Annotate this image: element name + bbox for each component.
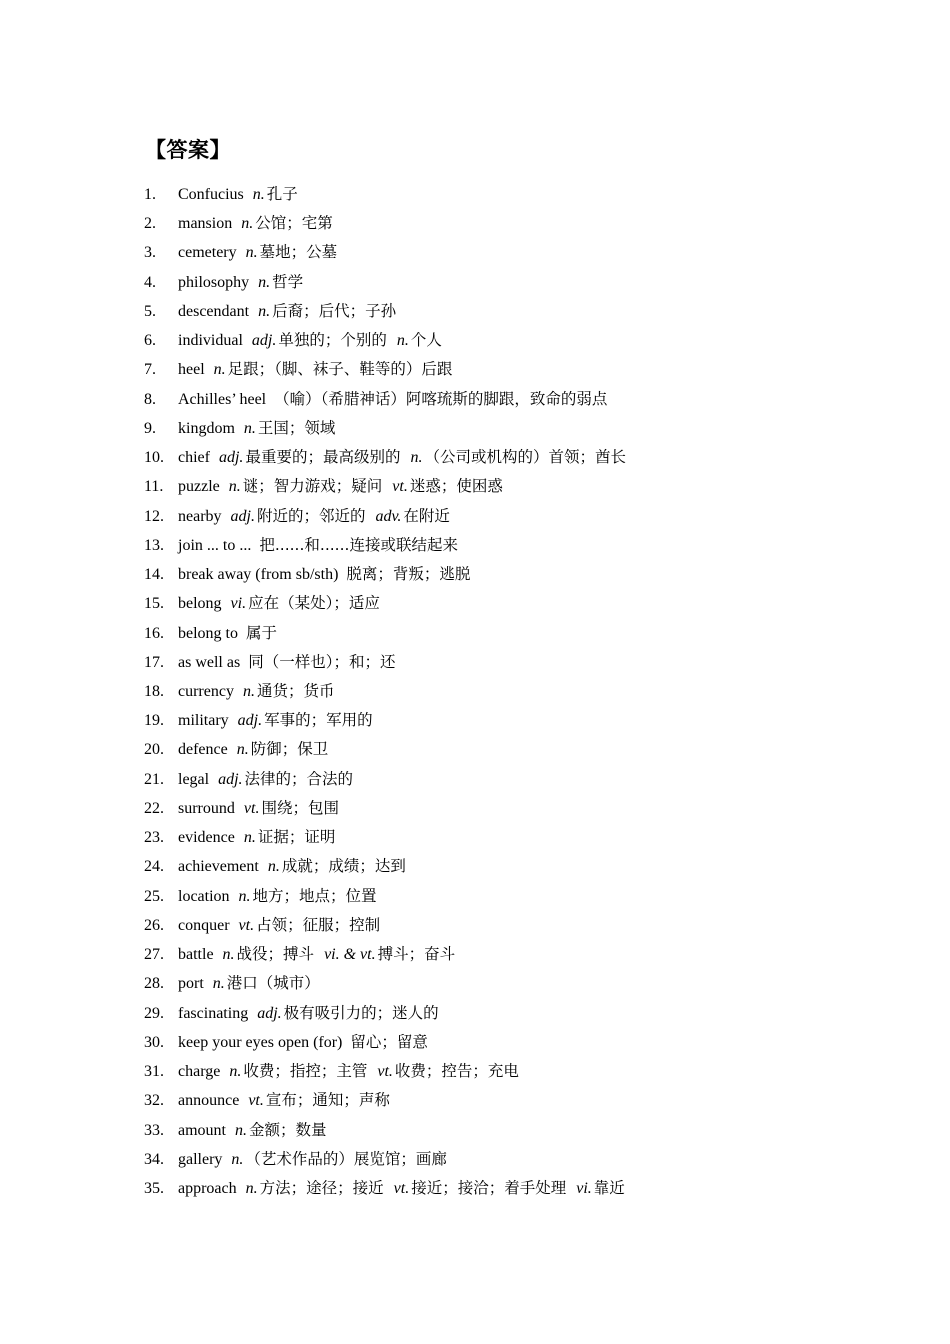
item-number: 2. [144,215,156,233]
vocab-word: approach [178,1179,237,1197]
chinese-meaning: 最重要的；最高级别的 [245,448,401,467]
item-number: 24. [144,858,164,876]
part-of-speech: n. [236,741,249,759]
part-of-speech: n. [258,273,271,291]
list-item [144,619,626,648]
list-item [144,794,626,823]
list-item [144,999,626,1028]
item-number: 25. [144,887,164,905]
chinese-meaning: 留心；留意 [350,1032,428,1051]
vocab-word: philosophy [178,273,250,291]
list-item [144,326,626,355]
item-number: 7. [144,361,156,379]
part-of-speech: adj. [251,332,277,350]
item-number: 22. [144,799,164,817]
part-of-speech: adj. [218,449,244,467]
vocab-word: gallery [178,1150,223,1168]
item-number: 9. [144,419,156,437]
item-number: 11. [144,478,164,496]
list-item [144,882,626,911]
chinese-meaning: 证据；证明 [257,828,336,847]
list-item [144,502,626,531]
part-of-speech: n. [243,829,256,847]
item-number: 21. [144,770,164,788]
chinese-meaning: 把......和......连接或联结起来 [259,535,458,554]
list-item [144,297,626,326]
list-item [144,238,626,267]
list-item [144,180,626,209]
item-number: 18. [144,682,164,700]
list-item [144,677,626,706]
chinese-meaning: 战役；搏斗 [236,945,315,964]
vocab-word: descendant [178,302,250,320]
chinese-meaning: 占领；征服；控制 [256,915,381,934]
chinese-meaning: 防御；保卫 [250,740,329,759]
vocab-word: surround [178,799,235,817]
chinese-meaning: 属于 [246,623,278,642]
part-of-speech: n. [229,1063,242,1081]
chinese-meaning: 搏斗；奋斗 [377,945,456,964]
chinese-meaning: 港口（城市） [226,974,320,993]
part-of-speech: adj. [237,712,263,730]
item-number: 15. [144,595,164,613]
item-number: 8. [144,390,156,408]
list-item [144,1116,626,1145]
chinese-meaning: 金额；数量 [249,1120,327,1139]
vocab-word: evidence [178,829,235,847]
list-item [144,531,626,560]
part-of-speech: n. [228,478,241,496]
item-number: 10. [144,449,164,467]
item-number: 14. [144,566,164,584]
vocab-word: mansion [178,215,233,233]
chinese-meaning: 后裔；后代；子孙 [272,301,397,320]
item-number: 6. [144,332,156,350]
part-of-speech: vt. [392,478,408,496]
chinese-meaning: 军事的；军用的 [264,711,373,730]
part-of-speech: n. [235,1121,247,1139]
vocab-word: kingdom [178,419,235,437]
item-number: 5. [144,302,156,320]
list-item [144,268,626,297]
item-number: 13. [144,536,164,554]
chinese-meaning: 极有吸引力的；迷人的 [283,1003,439,1022]
item-number: 20. [144,741,164,759]
item-number: 4. [144,273,156,291]
item-number: 30. [144,1033,164,1051]
part-of-speech: n. [241,215,254,233]
vocab-word: puzzle [178,478,220,496]
chinese-meaning: 脱离；背叛；逃脱 [346,565,471,584]
vocab-word: amount [178,1121,226,1139]
chinese-meaning: 方法；途径；接近 [259,1178,384,1197]
part-of-speech: adv. [375,507,402,525]
vocab-word: cemetery [178,244,237,262]
vocab-word: heel [178,361,205,379]
chinese-meaning: 地方；地点；位置 [252,886,377,905]
part-of-speech: adj. [218,770,243,788]
vocab-word: nearby [178,507,222,525]
list-item [144,852,626,881]
part-of-speech: n. [245,1179,258,1197]
item-number: 1. [144,186,156,203]
list-item [144,355,626,384]
part-of-speech: n. [242,682,255,700]
list-item [144,1028,626,1057]
vocab-word: defence [178,741,228,759]
vocab-word: belong to [178,624,238,642]
vocab-word: achievement [178,858,259,876]
vocab-word: break away (from sb/sth) [178,566,339,584]
item-number: 23. [144,829,164,847]
list-item [144,209,626,238]
chinese-meaning: 围绕；包围 [261,798,339,817]
part-of-speech: n. [222,946,235,964]
chinese-meaning: 通货；货币 [256,681,335,700]
list-item [144,706,626,735]
chinese-meaning: （公司或机构的）首领；酋长 [424,448,626,467]
list-item [144,765,626,794]
vocab-word: Confucius [178,186,244,203]
vocab-word: location [178,887,230,905]
vocab-word: join ... to ... [178,536,252,554]
answer-heading: 【答案】 [145,138,231,162]
vocab-word: charge [178,1063,221,1081]
list-item [144,560,626,589]
chinese-meaning: 收费；指控；主管 [243,1062,368,1081]
part-of-speech: n. [231,1150,244,1168]
chinese-meaning: 靠近 [593,1178,625,1197]
chinese-meaning: 谜；智力游戏；疑问 [242,477,383,496]
chinese-meaning: 在附近 [403,506,450,525]
part-of-speech: n. [243,419,256,437]
list-item [144,911,626,940]
item-number: 27. [144,946,164,964]
list-item [144,648,626,677]
vocab-word: conquer [178,916,230,934]
vocab-word: port [178,975,204,993]
chinese-meaning: 孔子 [266,185,298,203]
item-number: 33. [144,1121,164,1139]
item-number: 26. [144,916,164,934]
chinese-meaning: 哲学 [272,272,304,291]
list-item [144,385,626,414]
vocab-word: battle [178,946,214,964]
list-item [144,443,626,472]
part-of-speech: n. [212,975,225,993]
vocab-word: Achilles’ heel [178,390,267,408]
item-number: 31. [144,1063,164,1081]
part-of-speech: vt. [238,916,255,934]
vocab-word: chief [178,449,210,467]
item-number: 29. [144,1004,164,1022]
item-number: 19. [144,712,164,730]
part-of-speech: n. [267,858,280,876]
chinese-meaning: 迷惑；使困惑 [409,477,503,496]
part-of-speech: n. [245,244,258,262]
vocab-word: military [178,712,229,730]
vocab-word: fascinating [178,1004,249,1022]
part-of-speech: n. [396,332,409,350]
chinese-meaning: 同（一样也）；和；还 [248,652,396,671]
vocab-word: as well as [178,653,241,671]
vocab-word: belong [178,595,222,613]
vocab-word: currency [178,682,234,700]
chinese-meaning: （喻）（希腊神话）阿喀琉斯的脚跟，致命的弱点 [274,389,608,408]
part-of-speech: vt. [243,799,260,817]
chinese-meaning: 成就；成绩；达到 [281,857,406,876]
chinese-meaning: 附近的；邻近的 [256,506,366,525]
chinese-meaning: 宣布；通知；声称 [265,1091,390,1110]
part-of-speech: vt. [393,1179,410,1197]
chinese-meaning: 单独的；个别的 [278,331,387,350]
chinese-meaning: 接近；接洽；着手处理 [411,1178,567,1197]
part-of-speech: n. [258,302,271,320]
list-item [144,1145,626,1174]
vocab-word: announce [178,1092,240,1110]
list-item [144,1174,626,1203]
list-item [144,823,626,852]
vocab-word: legal [178,770,210,788]
item-number: 34. [144,1150,164,1168]
chinese-meaning: 足跟；（脚、袜子、鞋等的）后跟 [227,360,453,379]
part-of-speech: n. [410,449,423,467]
part-of-speech: n. [238,887,251,905]
vocab-word: keep your eyes open (for) [178,1033,343,1051]
item-number: 28. [144,975,164,993]
item-number: 3. [144,244,156,262]
part-of-speech: vi. [230,595,247,613]
chinese-meaning: （艺术作品的）展览馆；画廊 [245,1149,447,1168]
part-of-speech: vt. [248,1092,264,1110]
list-item [144,735,626,764]
part-of-speech: vi. & vt. [324,946,376,964]
part-of-speech: vt. [377,1063,393,1081]
chinese-meaning: 应在（某处）；适应 [248,594,380,613]
list-item [144,940,626,969]
chinese-meaning: 个人 [410,331,442,350]
list-item [144,1057,626,1086]
part-of-speech: n. [213,361,226,379]
vocab-word: individual [178,332,243,350]
item-number: 32. [144,1092,164,1110]
list-item [144,589,626,618]
list-item [144,472,626,501]
chinese-meaning: 王国；领域 [257,418,336,437]
part-of-speech: adj. [230,507,255,525]
chinese-meaning: 收费；控告；充电 [394,1062,519,1081]
part-of-speech: vi. [576,1179,592,1197]
chinese-meaning: 墓地；公墓 [259,243,338,262]
list-item [144,969,626,998]
vocabulary-answer-list [144,180,626,1203]
list-item [144,1086,626,1115]
part-of-speech: adj. [257,1004,282,1022]
list-item [144,414,626,443]
chinese-meaning: 公馆；宅第 [255,214,333,233]
item-number: 12. [144,507,164,525]
item-number: 17. [144,653,164,671]
item-number: 16. [144,624,164,642]
part-of-speech: n. [252,186,265,203]
item-number: 35. [144,1179,164,1197]
chinese-meaning: 法律的；合法的 [244,769,354,788]
